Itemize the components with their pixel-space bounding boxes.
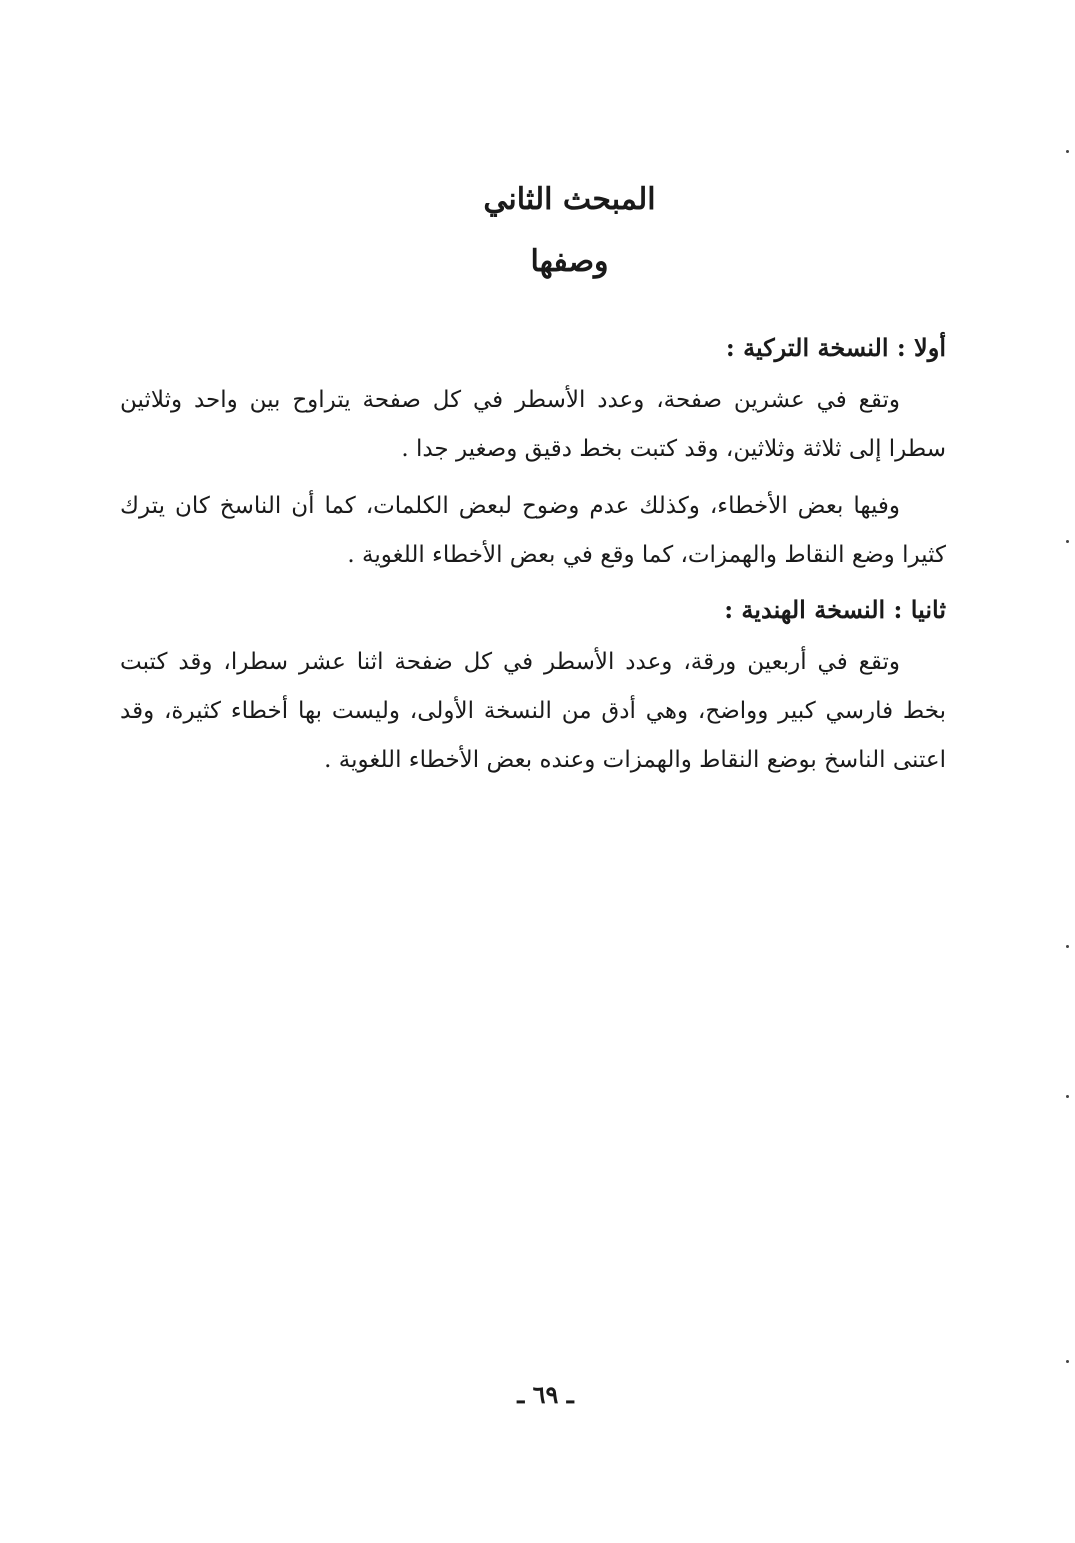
section-heading: ثانيا : النسخة الهندية : <box>724 595 946 624</box>
scan-mark <box>1066 540 1069 543</box>
page-content <box>120 330 946 793</box>
section-indian-copy <box>120 592 946 785</box>
chapter-title: المبحث الثاني <box>483 182 656 217</box>
paragraph: وفيها بعض الأخطاء، وكذلك عدم وضوح لبعض الكلمات، كما أن الناسخ كان يترك كثيرا وضع النقاط والهمزات، كما وقع في بعض الأخطاء اللغوية . <box>120 493 946 568</box>
scan-mark <box>1066 1360 1069 1363</box>
page-number: ـ ٦٩ ـ <box>517 1380 574 1409</box>
chapter-subtitle: وصفها <box>530 244 609 279</box>
scan-mark <box>1066 150 1069 153</box>
scan-mark <box>1066 945 1069 948</box>
scan-mark <box>1066 1095 1069 1098</box>
section-heading: أولا : النسخة التركية : <box>725 333 946 362</box>
section-turkish-copy <box>120 330 946 580</box>
paragraph: وتقع في عشرين صفحة، وعدد الأسطر في كل صفحة يتراوح بين واحد وثلاثين سطرا إلى ثلاثة وثلاثين، وقد كتبت بخط دقيق وصغير جدا . <box>120 387 946 462</box>
paragraph: وتقع في أربعين ورقة، وعدد الأسطر في كل ضفحة اثنا عشر سطرا، وقد كتبت بخط فارسي كبير وواضح، وهي أدق من النسخة الأولى، وليست بها أخطاء كثيرة، وقد اعتنى الناسخ بوضع النقاط والهمزات وعنده بعض الأخطاء اللغوية . <box>120 649 946 773</box>
